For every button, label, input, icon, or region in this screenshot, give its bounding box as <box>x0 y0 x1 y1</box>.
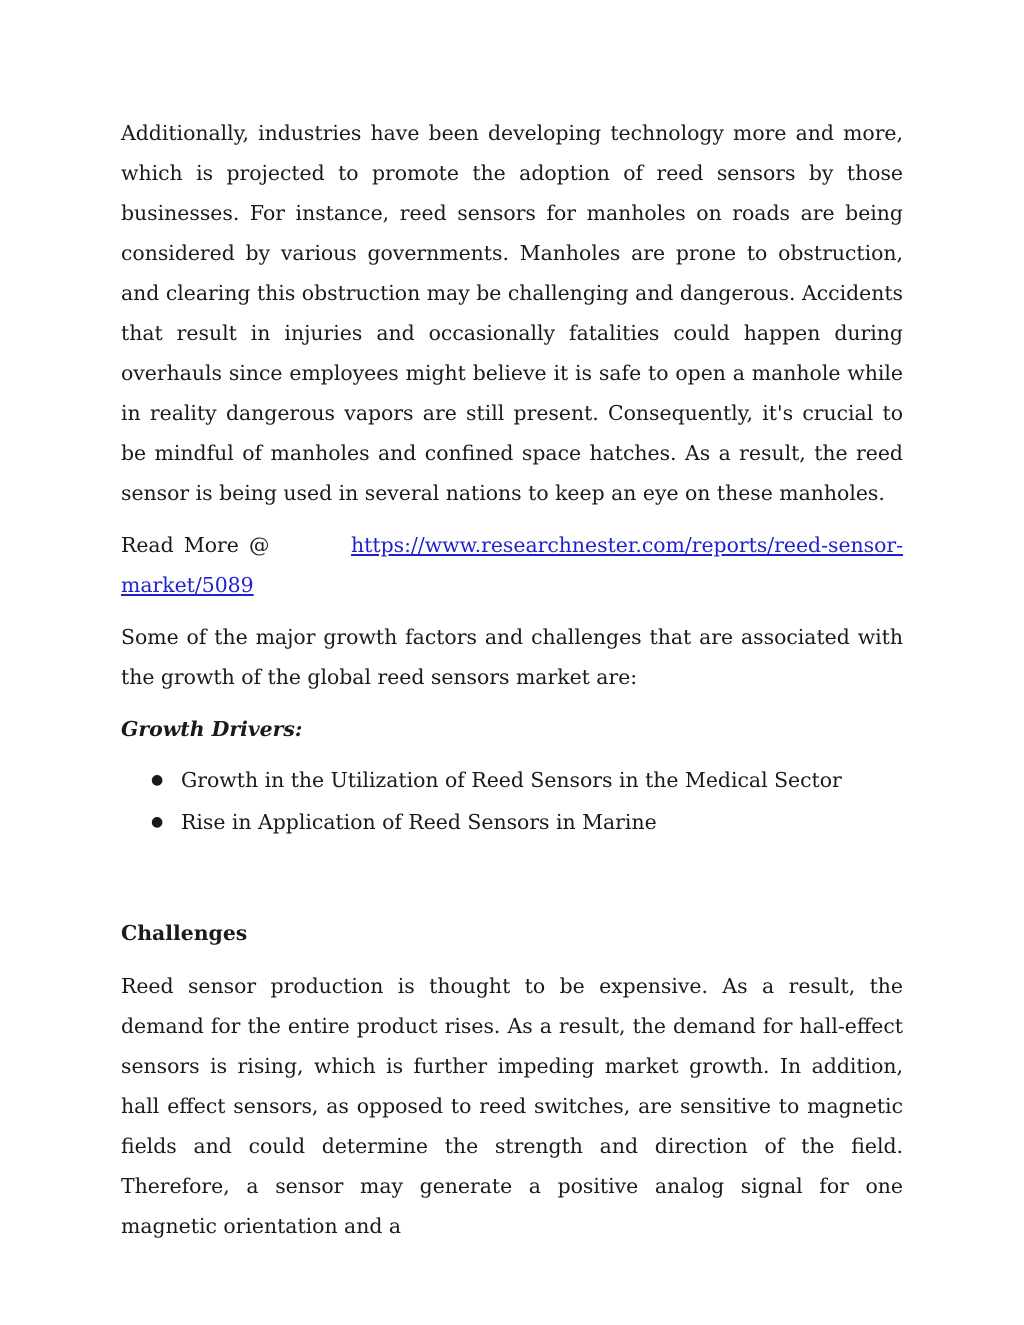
challenges-paragraph: Reed sensor production is thought to be expensive. As a result, the demand for the entire product rises. As a result, the demand for hall-effect sensors is rising, which is further impeding market growth. In addition, hall effect sensors, as opposed to reed switches, are sensitive to magnetic fields and could determine the strength and direction of the field. Therefore, a sensor may generate a positive analog signal for one magnetic orientation and a <box>121 974 903 1238</box>
list-item-text: Growth in the Utilization of Reed Sensors in the Medical Sector <box>181 768 842 792</box>
bullet-icon: ● <box>151 772 164 788</box>
challenges-heading: Challenges <box>121 921 248 945</box>
list-item <box>151 759 903 801</box>
growth-drivers-list <box>121 759 903 843</box>
report-link[interactable]: https://www.researchnester.com/reports/reed-sensor-market/5089 <box>121 533 904 597</box>
document-page <box>121 113 903 1246</box>
bullet-icon: ● <box>151 814 164 830</box>
read-more-prefix: Read More @ <box>121 533 270 557</box>
list-item <box>151 801 903 843</box>
intro-paragraph: Some of the major growth factors and challenges that are associated with the growth of the global reed sensors market are: <box>121 625 903 689</box>
read-more-line <box>121 525 903 605</box>
growth-drivers-heading: Growth Drivers: <box>121 717 303 741</box>
list-item-text: Rise in Application of Reed Sensors in Marine <box>181 810 657 834</box>
body-paragraph: Additionally, industries have been developing technology more and more, which is projected to promote the adoption of reed sensors by those businesses. For instance, reed sensors for manholes on roads are being considered by various governments. Manholes are prone to obstruction, and clearing this obstruction may be challenging and dangerous. Accidents that result in injuries and occasionally fatalities could happen during overhauls since employees might believe it is safe to open a manhole while in reality dangerous vapors are still present. Consequently, it's crucial to be mindful of manholes and confined space hatches. As a result, the reed sensor is being used in several nations to keep an eye on these manholes. <box>121 121 903 505</box>
